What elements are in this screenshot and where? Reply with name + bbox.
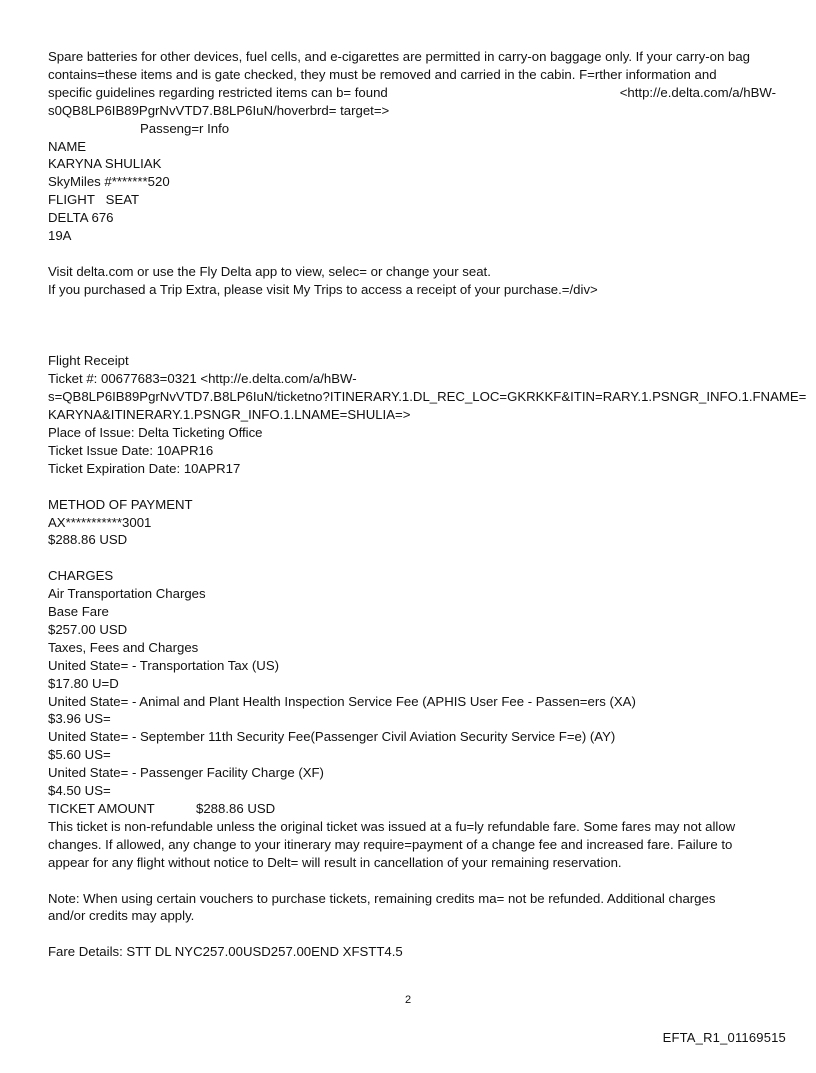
payment-card: AX***********3001	[48, 514, 152, 530]
tax-item-amount: $5.60 US=	[48, 747, 111, 763]
tax-item-desc: United State= - Passenger Facility Charge (XF)	[48, 765, 324, 781]
seat-note-2: If you purchased a Trip Extra, please visit My Trips to access a receipt of your purchase.=/div>	[48, 281, 598, 297]
base-fare-label: Base Fare	[48, 604, 109, 620]
tax-item-desc: United State= - Animal and Plant Health Inspection Service Fee (APHIS User Fee - Passen=ers (XA)	[48, 693, 636, 709]
ticket-line-1: Ticket #: 00677683=0321 <http://e.delta.com/a/hBW-	[48, 371, 357, 387]
ticket-line-3: KARYNA&ITINERARY.1.PSNGR_INFO.1.LNAME=SHULIA=>	[48, 407, 411, 423]
policy-line-1: This ticket is non-refundable unless the original ticket was issued at a fu=ly refundable fare. Some fares may not allow	[48, 818, 736, 834]
flight-seat-label: FLIGHT SEAT	[48, 192, 140, 208]
note-line-2: and/or credits may apply.	[48, 908, 195, 924]
tax-item-desc: United State= - Transportation Tax (US)	[48, 657, 280, 673]
ticket-line-2: s=QB8LP6IB89PgrNvVTD7.B8LP6IuN/ticketno?ITINERARY.1.DL_REC_LOC=GKRKKF&ITIN=RARY.1.PSNGR_INFO.1.FNAME=	[48, 389, 807, 405]
flight-number: DELTA 676	[48, 210, 114, 226]
policy-line-3: appear for any flight without notice to Delt= will result in cancellation of your remaining reservation.	[48, 854, 622, 870]
payment-amount: $288.86 USD	[48, 532, 128, 548]
air-transportation-label: Air Transportation Charges	[48, 586, 206, 602]
passenger-info-heading: Passeng=r Info	[140, 120, 230, 136]
fare-details: Fare Details: STT DL NYC257.00USD257.00END XFSTT4.5	[48, 944, 403, 960]
page-number: 2	[404, 994, 412, 1006]
payment-label: METHOD OF PAYMENT	[48, 496, 193, 512]
tax-item-desc: United State= - September 11th Security Fee(Passenger Civil Aviation Security Service F=e) (AY)	[48, 729, 616, 745]
policy-line-2: changes. If allowed, any change to your itinerary may require=payment of a change fee and increased fare. Failure to	[48, 836, 733, 852]
base-fare-amount: $257.00 USD	[48, 621, 128, 637]
intro-line-3-text: specific guidelines regarding restricted items can b= found	[48, 84, 388, 100]
tax-item-amount: $3.96 US=	[48, 711, 111, 727]
bates-number: EFTA_R1_01169515	[662, 1030, 786, 1045]
seat-number: 19A	[48, 228, 72, 244]
restricted-items-link-start: <http://e.delta.com/a/hBW-	[619, 84, 776, 100]
tax-item-amount: $17.80 U=D	[48, 675, 119, 691]
receipt-title: Flight Receipt	[48, 353, 129, 369]
intro-line-1: Spare batteries for other devices, fuel cells, and e-cigarettes are permitted in carry-on baggage only. If your carry-on bag	[48, 49, 750, 64]
ticket-amount-row	[48, 800, 776, 818]
document-body	[48, 48, 807, 961]
passenger-name: KARYNA SHULIAK	[48, 156, 162, 172]
tax-item-amount: $4.50 US=	[48, 783, 111, 799]
charges-label: CHARGES	[48, 568, 114, 584]
place-of-issue: Place of Issue: Delta Ticketing Office	[48, 424, 263, 440]
seat-note-1: Visit delta.com or use the Fly Delta app to view, selec= or change your seat.	[48, 263, 491, 279]
ticket-amount-value: $288.86 USD	[196, 800, 276, 816]
expiration-date: Ticket Expiration Date: 10APR17	[48, 460, 241, 476]
taxes-label: Taxes, Fees and Charges	[48, 639, 199, 655]
note-line-1: Note: When using certain vouchers to purchase tickets, remaining credits ma= not be refunded. Additional charges	[48, 890, 716, 906]
ticket-amount-label: TICKET AMOUNT	[48, 800, 155, 816]
intro-line-4: s0QB8LP6IB89PgrNvVTD7.B8LP6IuN/hoverbrd= target=>	[48, 102, 390, 118]
intro-line-2: contains=these items and is gate checked, they must be removed and carried in the cabin. F=rther information and	[48, 66, 717, 82]
intro-line-3	[48, 84, 776, 102]
name-label: NAME	[48, 138, 87, 154]
issue-date: Ticket Issue Date: 10APR16	[48, 442, 214, 458]
skymiles-number: SkyMiles #*******520	[48, 174, 170, 190]
